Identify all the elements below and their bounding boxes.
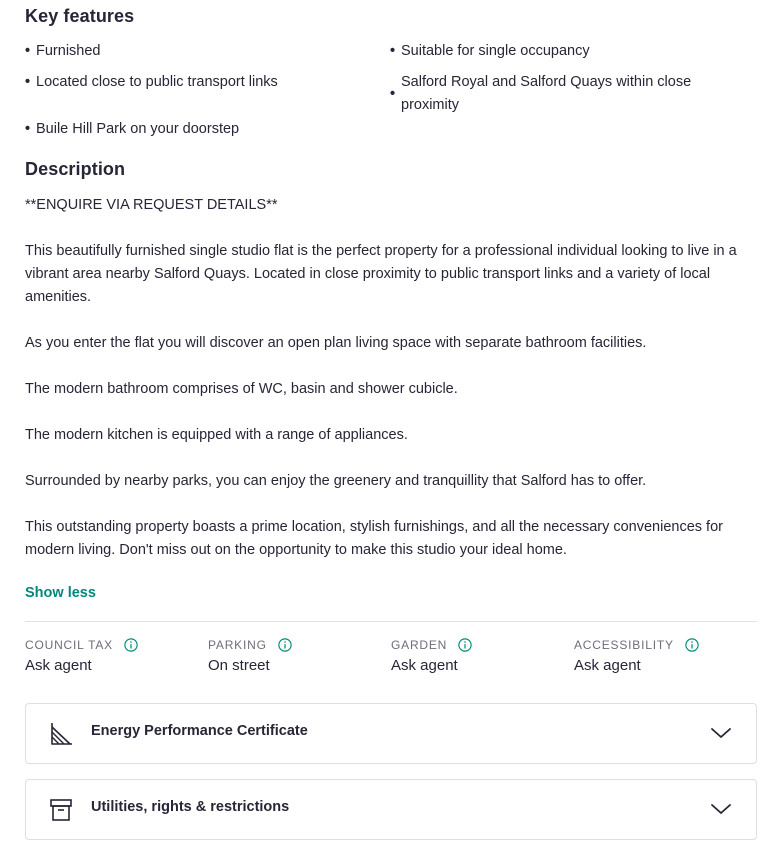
stat-value: Ask agent: [574, 657, 641, 674]
stat-value: On street: [208, 657, 270, 674]
archive-box-icon: [48, 797, 74, 823]
description-paragraph: **ENQUIRE VIA REQUEST DETAILS**: [25, 197, 278, 213]
feature-text: Located close to public transport links: [36, 74, 278, 90]
key-features-heading: Key features: [25, 6, 135, 26]
bullet-icon: •: [25, 121, 31, 137]
description-paragraph: Surrounded by nearby parks, you can enjoy the greenery and tranquillity that Salford has to offer.: [25, 473, 647, 489]
feature-item: [390, 40, 741, 63]
feature-text: Furnished: [36, 43, 101, 59]
feature-item: [25, 40, 100, 63]
chevron-down-icon[interactable]: [710, 725, 732, 741]
stat-label: ACCESSIBILITY: [574, 638, 674, 652]
description-paragraph: The modern bathroom comprises of WC, basin and shower cubicle.: [25, 381, 458, 397]
stat-value: Ask agent: [25, 657, 92, 674]
stat-label: COUNCIL TAX: [25, 638, 113, 652]
feature-text: Buile Hill Park on your doorstep: [36, 121, 240, 137]
feature-item: [25, 71, 278, 94]
show-less-button[interactable]: Show less: [25, 585, 96, 601]
stat-garden: [391, 635, 472, 674]
description-paragraph: This outstanding property boasts a prime location, stylish furnishings, and all the necessary conveniences for modern living. Don't miss out on the opportunity to make this studio your ideal home.: [25, 519, 723, 558]
chevron-down-icon[interactable]: [710, 801, 732, 817]
feature-text: Suitable for single occupancy: [401, 43, 590, 59]
stat-accessibility: [574, 635, 699, 674]
accordion-label: Energy Performance Certificate: [91, 723, 308, 739]
utilities-accordion[interactable]: [25, 779, 757, 840]
info-icon[interactable]: [458, 638, 472, 652]
info-icon[interactable]: [124, 638, 138, 652]
stat-council-tax: [25, 635, 138, 674]
bullet-icon: •: [25, 74, 31, 90]
stat-label: PARKING: [208, 638, 267, 652]
feature-item: [25, 118, 239, 141]
feature-text: Salford Royal and Salford Quays within close proximity: [401, 74, 692, 113]
energy-certificate-icon: [48, 721, 74, 747]
property-stats: [25, 635, 757, 680]
description-body: [25, 194, 760, 585]
description-paragraph: This beautifully furnished single studio flat is the perfect property for a professional individual looking to live in a vibrant area nearby Salford Quays. Located in close proximity to public transport links and a variety of local amenities.: [25, 243, 737, 305]
description-paragraph: As you enter the flat you will discover an open plan living space with separate bathroom facilities.: [25, 335, 647, 351]
bullet-icon: •: [390, 43, 396, 59]
info-icon[interactable]: [685, 638, 699, 652]
feature-item: [390, 71, 721, 117]
bullet-icon: •: [390, 86, 396, 102]
energy-certificate-accordion[interactable]: [25, 703, 757, 764]
description-heading: Description: [25, 159, 126, 179]
bullet-icon: •: [25, 43, 31, 59]
description-paragraph: The modern kitchen is equipped with a range of appliances.: [25, 427, 408, 443]
accordion-label: Utilities, rights & restrictions: [91, 799, 290, 815]
stat-label: GARDEN: [391, 638, 448, 652]
section-divider: [25, 621, 757, 622]
stat-value: Ask agent: [391, 657, 458, 674]
info-icon[interactable]: [278, 638, 292, 652]
stat-parking: [208, 635, 292, 674]
